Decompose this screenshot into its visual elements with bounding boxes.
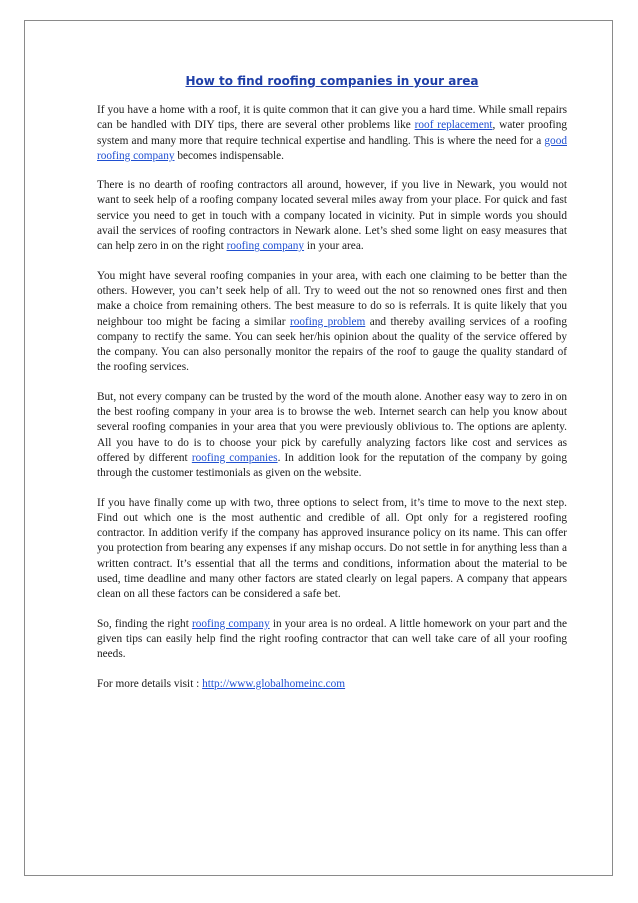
paragraph-text: , water proofing system and many more that require technical expertise and handling. This is where the need for a (97, 119, 567, 147)
document-page (24, 20, 613, 876)
paragraph-text: You might have several roofing companies in your area, with each one claiming to be better than the others. However, you can’t seek help of all. Try to weed out the not so renowned ones first and then make a choice from remaining others. The best measure to do so is referrals. It is quite likely that you neighbour too might be facing a similar (97, 269, 567, 328)
document-content (97, 73, 567, 706)
paragraph (97, 617, 567, 663)
paragraph-text: becomes indispensable. (174, 149, 284, 162)
paragraph (97, 269, 567, 376)
paragraph (97, 178, 567, 254)
paragraph-text: If you have a home with a roof, it is quite common that it can give you a hard time. While small repairs can be handled with DIY tips, there are several other problems like (97, 104, 567, 132)
paragraph-text: in your area is no ordeal. A little homework on your part and the given tips can easily help find the right roofing contractor that can well take care of all your roofing needs. (97, 617, 567, 661)
inline-link[interactable]: roof replacement (414, 119, 493, 132)
paragraph (97, 677, 567, 692)
paragraph (97, 103, 567, 164)
paragraph-text: and thereby availing services of a roofing company to rectify the same. You can seek her/his opinion about the quality of the service offered by the company. You can also personally monitor the repairs of the roof to gauge the quality standard of the roofing services. (97, 315, 567, 374)
inline-link[interactable]: roofing company (226, 240, 305, 253)
paragraph-text: So, finding the right (97, 617, 192, 630)
inline-link[interactable]: roofing companies (191, 451, 278, 464)
paragraph-text: But, not every company can be trusted by the word of the mouth alone. Another easy way to zero in on the best roofing company in your area is to browse the web. Internet search can help you know about several roofing companies in your area that you were previously oblivious to. The options are aplenty. All you have to do is to choose your pick by carefully analyzing factors like cost and services as offered by different (97, 390, 567, 464)
inline-link[interactable]: roofing company (191, 617, 270, 630)
document-title: How to find roofing companies in your area (185, 74, 479, 88)
paragraph (97, 496, 567, 603)
inline-link[interactable]: roofing problem (289, 315, 366, 328)
inline-link[interactable]: good roofing company (97, 134, 567, 162)
paragraph (97, 390, 567, 482)
paragraph-text: If you have finally come up with two, three options to select from, it’s time to move to the next step. Find out which one is the most authentic and credible of all. Opt only for a registered roofing contractor. In addition verify if the company has approved insurance policy on its name. This can offer you protection from bearing any expenses if any mishap occurs. Do not settle in for anything less than a written contract. It’s essential that all the terms and conditions, information about the material to be used, time deadline and many other factors are stated clearly on legal papers. A company that appears clean on all these factors can be considered a safe bet. (97, 496, 567, 601)
document-body (97, 103, 567, 692)
paragraph-text: . In addition look for the reputation of the company by going through the customer testimonials as given on the website. (97, 451, 567, 480)
paragraph-text: There is no dearth of roofing contractors all around, however, if you live in Newark, you would not want to seek help of a roofing company located several miles away from your place. For quick and fast service you need to get in touch with a company located in vicinity. Put in simple words you should avail the services of roofing contractors in Newark alone. Let’s shed some light on easy measures that can help zero in on the right (97, 179, 567, 253)
inline-link[interactable]: http://www.globalhomeinc.com (202, 677, 346, 690)
paragraph-text: in your area. (304, 240, 364, 253)
paragraph-text: For more details visit : (97, 677, 203, 690)
